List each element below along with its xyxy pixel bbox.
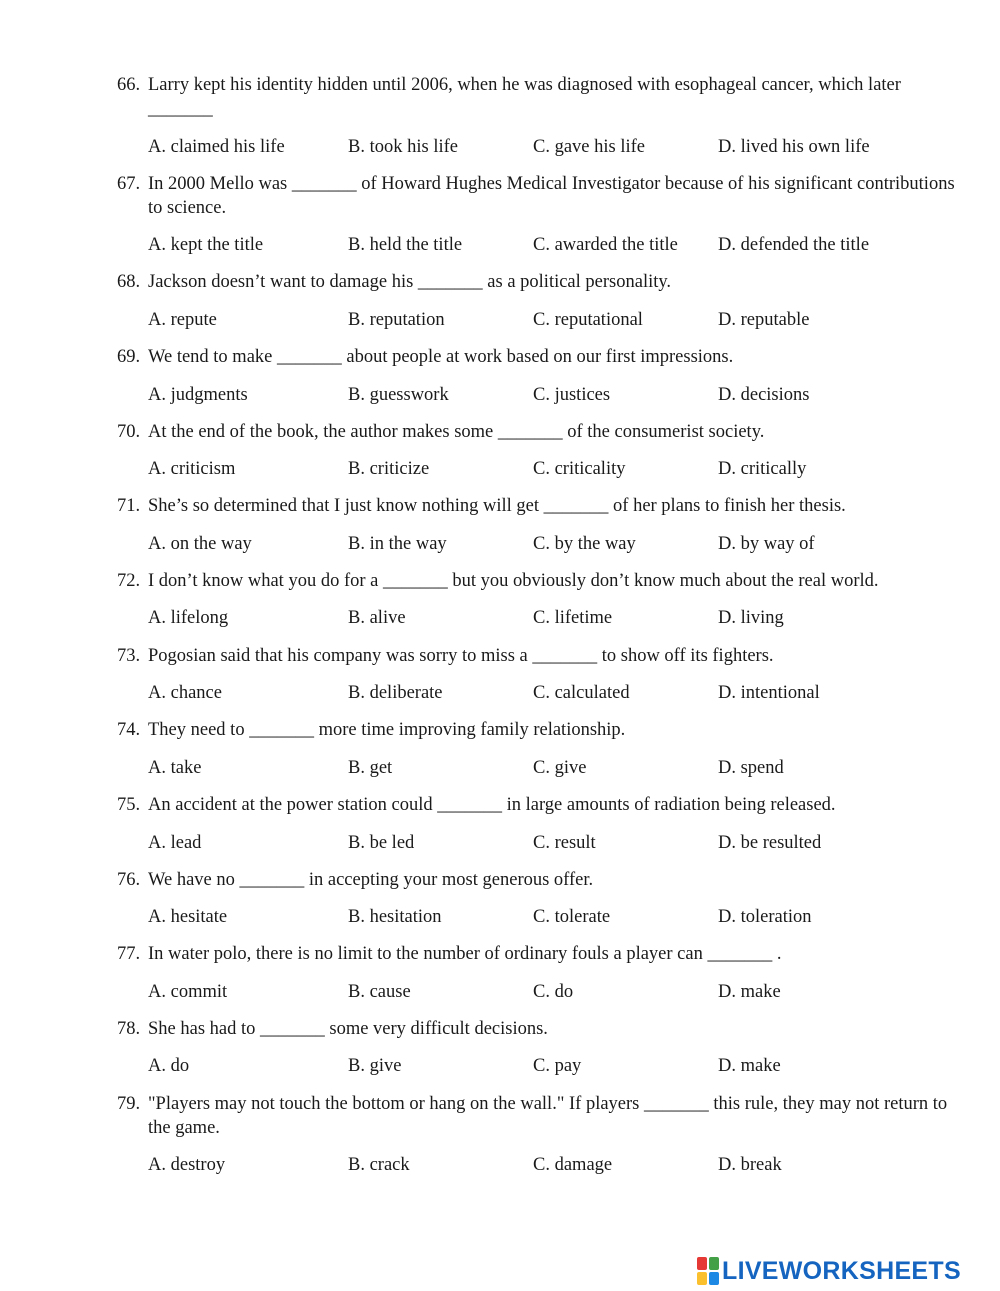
liveworksheets-logo[interactable] [697, 1256, 961, 1286]
question-text: She’s so determined that I just know nothing will get _______ of her plans to finish her thesis. [148, 496, 846, 516]
options-74 [148, 756, 908, 780]
options-72 [148, 606, 908, 630]
logo-block [709, 1257, 719, 1270]
option-d[interactable]: D. spend [718, 758, 784, 778]
question-75 [117, 793, 957, 817]
question-text: She has had to _______ some very difficult decisions. [148, 1019, 548, 1039]
option-b[interactable]: B. hesitation [348, 907, 442, 927]
options-71 [148, 532, 908, 556]
question-number: 78. [117, 1019, 141, 1039]
option-a[interactable]: A. repute [148, 310, 217, 330]
question-70 [117, 420, 957, 444]
question-number: 72. [117, 571, 141, 591]
option-c[interactable]: C. do [533, 982, 574, 1002]
question-text: An accident at the power station could _______ in large amounts of radiation being released. [148, 795, 836, 815]
question-text: In 2000 Mello was _______ of Howard Hughes Medical Investigator because of his significant contributions to science. [148, 174, 955, 218]
question-number: 71. [117, 496, 141, 516]
option-c[interactable]: C. pay [533, 1056, 582, 1076]
question-number: 75. [117, 795, 141, 815]
option-c[interactable]: C. calculated [533, 683, 630, 703]
option-c[interactable]: C. awarded the title [533, 235, 678, 255]
option-b[interactable]: B. criticize [348, 459, 430, 479]
options-78 [148, 1054, 908, 1078]
option-b[interactable]: B. guesswork [348, 385, 449, 405]
logo-block [697, 1257, 707, 1270]
question-number: 67. [117, 174, 141, 194]
question-number: 66. [117, 75, 141, 95]
option-d[interactable]: D. make [718, 982, 781, 1002]
question-69 [117, 345, 957, 369]
question-number: 73. [117, 646, 141, 666]
option-c[interactable]: C. result [533, 833, 596, 853]
question-73 [117, 644, 957, 668]
option-c[interactable]: C. give [533, 758, 587, 778]
option-c[interactable]: C. tolerate [533, 907, 611, 927]
logo-block [709, 1272, 719, 1285]
option-b[interactable]: B. give [348, 1056, 402, 1076]
question-67 [117, 172, 957, 220]
option-a[interactable]: A. lead [148, 833, 202, 853]
question-text: We tend to make _______ about people at work based on our first impressions. [148, 347, 734, 367]
options-70 [148, 457, 908, 481]
option-a[interactable]: A. lifelong [148, 608, 229, 628]
options-67 [148, 233, 908, 257]
options-69 [148, 383, 908, 407]
option-c[interactable]: C. damage [533, 1155, 613, 1175]
question-77 [117, 942, 957, 966]
option-d[interactable]: D. break [718, 1155, 782, 1175]
options-66 [148, 135, 908, 159]
question-number: 76. [117, 870, 141, 890]
options-75 [148, 831, 908, 855]
question-number: 74. [117, 720, 141, 740]
question-number: 79. [117, 1094, 141, 1114]
question-76 [117, 868, 957, 892]
option-b[interactable]: B. deliberate [348, 683, 443, 703]
options-76 [148, 905, 908, 929]
option-a[interactable]: A. commit [148, 982, 228, 1002]
option-b[interactable]: B. be led [348, 833, 415, 853]
option-a[interactable]: A. claimed his life [148, 137, 285, 157]
option-a[interactable]: A. hesitate [148, 907, 228, 927]
option-b[interactable]: B. in the way [348, 534, 447, 554]
option-d[interactable]: D. defended the title [718, 235, 870, 255]
option-a[interactable]: A. destroy [148, 1155, 226, 1175]
question-72 [117, 569, 957, 593]
options-79 [148, 1153, 908, 1177]
option-a[interactable]: A. chance [148, 683, 222, 703]
option-a[interactable]: A. kept the title [148, 235, 264, 255]
option-b[interactable]: B. alive [348, 608, 406, 628]
option-a[interactable]: A. do [148, 1056, 190, 1076]
question-78 [117, 1017, 957, 1041]
logo-blocks-icon [697, 1257, 719, 1285]
option-d[interactable]: D. toleration [718, 907, 812, 927]
option-c[interactable]: C. criticality [533, 459, 626, 479]
question-number: 68. [117, 272, 141, 292]
question-text: We have no _______ in accepting your most generous offer. [148, 870, 594, 890]
option-a[interactable]: A. criticism [148, 459, 236, 479]
option-d[interactable]: D. living [718, 608, 784, 628]
option-d[interactable]: D. make [718, 1056, 781, 1076]
question-text: "Players may not touch the bottom or hang on the wall." If players _______ this rule, they may not return to the game. [148, 1094, 948, 1138]
option-c[interactable]: C. by the way [533, 534, 636, 554]
logo-text: LIVEWORKSHEETS [722, 1256, 961, 1285]
option-a[interactable]: A. judgments [148, 385, 248, 405]
logo-block [697, 1272, 707, 1285]
options-73 [148, 681, 908, 705]
option-d[interactable]: D. reputable [718, 310, 810, 330]
question-text: Pogosian said that his company was sorry to miss a _______ to show off its fighters. [148, 646, 774, 666]
option-b[interactable]: B. get [348, 758, 393, 778]
option-b[interactable]: B. took his life [348, 137, 458, 157]
options-68 [148, 308, 908, 332]
option-b[interactable]: B. cause [348, 982, 411, 1002]
option-d[interactable]: D. lived his own life [718, 137, 870, 157]
option-c[interactable]: C. justices [533, 385, 611, 405]
option-c[interactable]: C. reputational [533, 310, 643, 330]
option-b[interactable]: B. crack [348, 1155, 410, 1175]
question-number: 77. [117, 944, 141, 964]
question-number: 69. [117, 347, 141, 367]
question-68 [117, 270, 957, 294]
option-a[interactable]: A. on the way [148, 534, 252, 554]
option-d[interactable]: D. intentional [718, 683, 820, 703]
options-77 [148, 980, 908, 1004]
option-d[interactable]: D. be resulted [718, 833, 822, 853]
option-b[interactable]: B. reputation [348, 310, 445, 330]
question-text: I don’t know what you do for a _______ but you obviously don’t know much about the real world. [148, 571, 879, 591]
option-d[interactable]: D. decisions [718, 385, 810, 405]
question-79 [117, 1092, 957, 1140]
question-74 [117, 718, 957, 742]
question-text: In water polo, there is no limit to the number of ordinary fouls a player can _______ . [148, 944, 782, 964]
option-a[interactable]: A. take [148, 758, 202, 778]
question-text: At the end of the book, the author makes some _______ of the consumerist society. [148, 422, 765, 442]
question-number: 70. [117, 422, 141, 442]
option-b[interactable]: B. held the title [348, 235, 463, 255]
question-text: Jackson doesn’t want to damage his _______ as a political personality. [148, 272, 672, 292]
option-c[interactable]: C. gave his life [533, 137, 646, 157]
option-d[interactable]: D. by way of [718, 534, 815, 554]
question-text: Larry kept his identity hidden until 2006, when he was diagnosed with esophageal cancer, which later _______ [148, 75, 901, 119]
option-d[interactable]: D. critically [718, 459, 807, 479]
question-66 [117, 73, 957, 121]
question-text: They need to _______ more time improving family relationship. [148, 720, 626, 740]
question-71 [117, 494, 957, 518]
option-c[interactable]: C. lifetime [533, 608, 613, 628]
